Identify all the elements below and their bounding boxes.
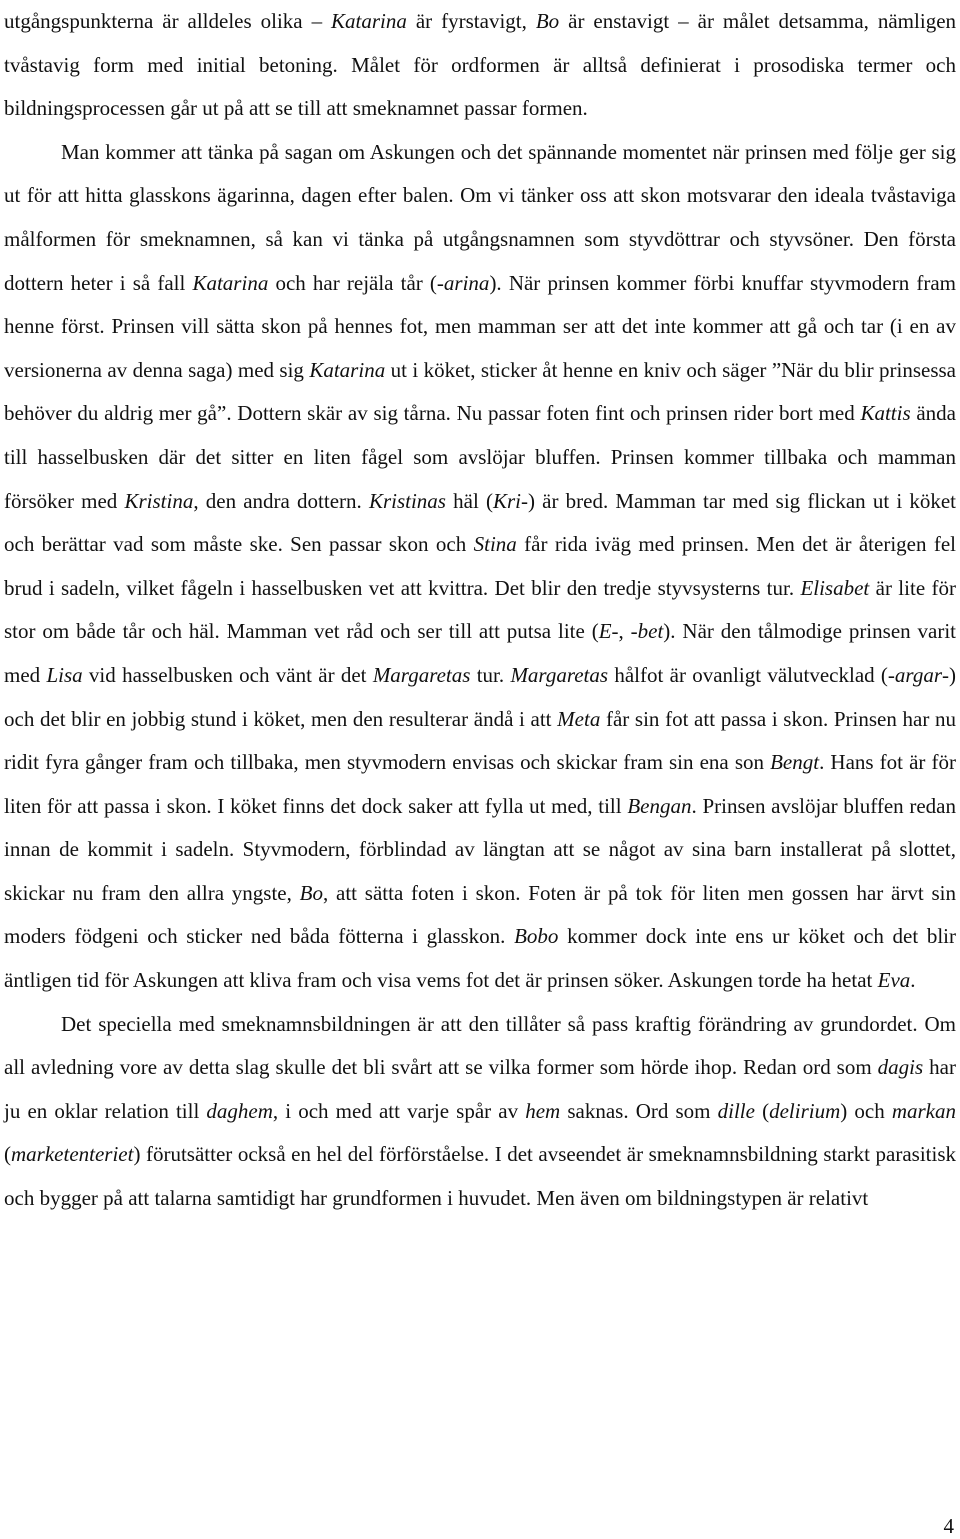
italic-term: markan [891,1098,957,1123]
text-run: ). När prinsen kommer förbi knuffar styvmodern fram henne först. Prinsen vill sätta skon på hennes fot, men mamman ser att det inte kommer att gå och tar (i en av versionerna av denna saga) med sig [4,270,956,382]
text-run: . [910,968,916,993]
italic-term: Elisabet [800,575,870,600]
text-run: har ju en oklar relation till [4,1055,956,1123]
text-run: Man kommer att tänka på sagan om Askungen och det spännande momentet när prinsen med följe ger sig ut för att hitta glasskons ägarinna, dagen efter balen. Om vi tänker oss att skon motsvarar den ideala tvåstaviga målformen för smeknamnen, så kan vi tänka på utgångsnamnen som styvdöttrar och styvsöner. Den första dottern heter i så fall [4,139,956,295]
text-run: och har rejäla tår (- [268,270,444,295]
italic-term: argar [894,662,942,687]
italic-term: Margaretas [510,662,609,687]
italic-term: Kristina [124,488,194,513]
text-run: , den andra dottern. [193,488,369,513]
italic-term: Katarina [309,357,386,382]
text-run: ut i köket, sticker åt henne en kniv och säger ”När du blir prinsessa behöver du aldrig mer gå”. Dottern skär av sig tårna. Nu passar foten fint och prinsen rider bort med [4,357,956,426]
italic-term: arina [443,270,490,295]
text-run: . Prinsen avslöjar bluffen redan innan de kommit i sadeln. Styvmodern, förblindad av längtan att se något av sina barn installerat på slottet, skickar nu fram den allra yngste, [4,793,957,905]
page-number: 4 [943,1514,954,1538]
text-run: . Hans fot är för liten för att passa i skon. I köket finns det dock saker att fylla ut med, till [4,750,956,818]
italic-term: Bobo [514,924,559,949]
text-run: ända till hasselbusken där det sitter en liten fågel som avslöjar bluffen. Prinsen kommer tillbaka och mamman försöker med [4,401,956,513]
text-run: kommer dock inte ens ur köket och det blir äntligen tid för Askungen att kliva fram och visa vems fot det är prinsen söker. Askungen torde ha hetat [4,924,956,993]
text-run: tur. [470,662,511,687]
paragraph [4,0,956,131]
italic-term: Stina [473,532,517,557]
paragraph [4,131,956,1003]
text-run: saknas. Ord som [560,1098,718,1123]
text-run: -) är bred. Mamman tar med sig flickan ut i köket och berättar vad som måste ske. Sen passar skon och [4,488,956,557]
text-run: är enstavigt – är målet detsamma, nämligen tvåstavig form med initial betoning. Målet för ordformen är alltså definierat i prosodiska termer och bildningsprocessen går ut på att se till att smeknamnet passar formen. [4,9,957,121]
text-run: Det speciella med smeknamnsbildningen är att den tillåter så pass kraftig förändring av grundordet. Om all avledning vore av detta slag skulle det bli svårt att se vilka former som hörde ihop. Redan ord som [4,1011,956,1080]
text-run: hålfot är ovanligt välutvecklad (- [608,662,895,687]
text-run: ( [754,1098,770,1123]
text-run: -, - [611,619,638,644]
italic-term: Kristinas [368,488,446,513]
italic-term: Bengt [770,750,820,775]
document-page [4,0,956,1221]
italic-term: Kattis [860,401,911,426]
text-run: vid hasselbusken och vänt är det [82,662,373,687]
italic-term: Kri [492,488,521,513]
italic-term: Bengan [627,793,692,818]
italic-term: E [598,619,612,644]
italic-term: hem [525,1098,561,1123]
italic-term: marketenteriet [11,1142,134,1167]
text-run: ). När den tålmodige prinsen varit med [4,619,956,687]
text-run: ) och [840,1098,892,1123]
text-run: häl ( [445,488,493,513]
italic-term: Katarina [331,9,407,33]
text-run: , att sätta foten i skon. Foten är på tok för liten men gossen har ärvt sin moders födgeni och sticker ned båda fötterna i glasskon. [4,880,956,949]
italic-term: Meta [557,706,601,731]
italic-term: daghem [206,1098,273,1123]
italic-term: Eva [877,968,911,993]
body-text [4,0,956,1221]
italic-term: bet [637,619,664,644]
italic-term: delirium [769,1098,841,1123]
text-run: ( [4,1142,11,1167]
text-run: får rida iväg med prinsen. Men det är återigen fel brud i sadeln, vilket fågeln i hasselbusken vet att kvittra. Det blir den tredje styvsysterns tur. [4,532,956,600]
text-run: ) förutsätter också en hel del förförståelse. I det avseendet är smeknamnsbildning starkt parasitisk och bygger på att talarna samtidigt har grundformen i huvudet. Men även om bildningstypen är relativt [4,1142,956,1211]
italic-term: Margaretas [372,662,471,687]
text-run: får sin fot att passa i skon. Prinsen har nu ridit fyra gånger fram och tillbaka, men styvmodern envisas och skickar fram sin ena son [4,706,956,775]
italic-term: Bo [299,880,323,905]
text-run: utgångspunkterna är alldeles olika – [4,9,332,33]
text-run: -) och det blir en jobbig stund i köket, men den resulterar ändå i att [4,662,956,731]
italic-term: Katarina [192,270,269,295]
text-run: , i och med att varje spår av [272,1098,526,1123]
italic-term: dagis [877,1055,924,1080]
italic-term: Bo [535,9,560,33]
italic-term: dille [717,1098,755,1123]
text-run: är lite för stor om både tår och häl. Mamman vet råd och ser till att putsa lite ( [4,575,956,644]
italic-term: Lisa [46,662,83,687]
text-run: är fyrstavigt, [406,9,536,33]
paragraph [4,1003,956,1221]
